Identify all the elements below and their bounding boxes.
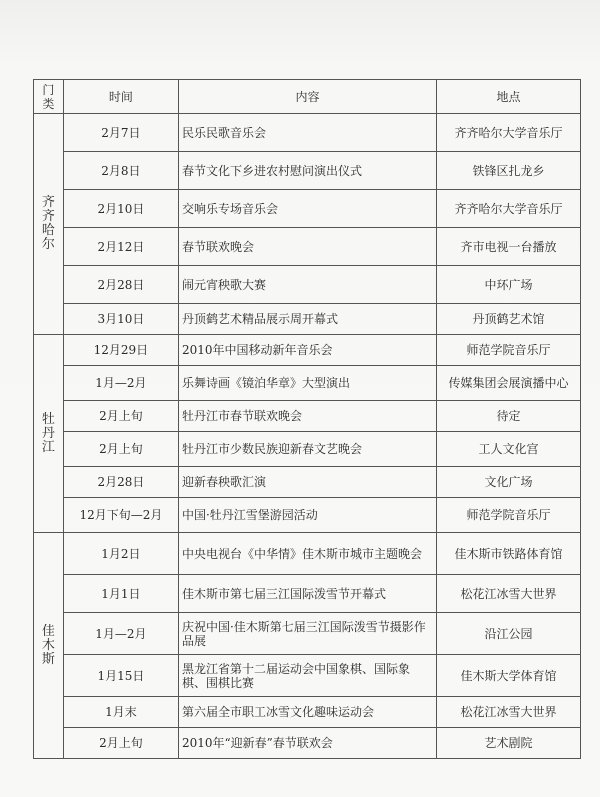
cell-place: 铁锋区扎龙乡 [437, 152, 581, 190]
table-row [34, 304, 581, 335]
cell-time: 1月末 [63, 697, 178, 728]
cell-place: 齐市电视一台播放 [437, 228, 581, 266]
cell-time: 2月12日 [63, 228, 178, 266]
cell-content: 2010年中国移动新年音乐会 [178, 335, 436, 366]
cell-place: 艺术剧院 [437, 728, 581, 759]
cell-time: 2月7日 [63, 114, 178, 152]
category-char: 江 [41, 439, 55, 455]
cell-time: 1月15日 [63, 655, 178, 697]
category-char: 齐 [41, 195, 55, 210]
cell-content: 庆祝中国·佳木斯第七届三江国际泼雪节摄影作品展 [178, 613, 436, 655]
cell-time: 2月上旬 [63, 432, 178, 467]
cell-content: 牡丹江市少数民族迎新春文艺晚会 [178, 432, 436, 467]
cell-content: 春节联欢晚会 [178, 228, 436, 266]
category-char: 哈 [41, 223, 55, 238]
header-content: 内容 [178, 80, 436, 114]
category-char: 佳 [41, 623, 55, 639]
table-row [34, 335, 581, 366]
cell-place: 文化广场 [437, 467, 581, 498]
cell-place: 松花江冰雪大世界 [437, 575, 581, 613]
category-char: 丹 [41, 425, 55, 441]
cell-time: 2月28日 [63, 266, 178, 304]
table-row [34, 114, 581, 152]
table-row [34, 728, 581, 759]
cell-place: 齐齐哈尔大学音乐厅 [437, 114, 581, 152]
table-row [34, 266, 581, 304]
cell-place: 师范学院音乐厅 [437, 498, 581, 533]
header-place: 地点 [437, 80, 581, 114]
cell-time: 2月28日 [63, 467, 178, 498]
cell-content: 牡丹江市春节联欢晚会 [178, 401, 436, 432]
event-schedule-table [33, 79, 581, 759]
cell-content: 中央电视台《中华情》佳木斯市城市主题晚会 [178, 533, 436, 575]
cell-time: 12月29日 [63, 335, 178, 366]
cell-time: 12月下旬—2月 [63, 498, 178, 533]
category-char: 牡 [41, 411, 55, 427]
table-row [34, 533, 581, 575]
table-row [34, 575, 581, 613]
cell-time: 1月2日 [63, 533, 178, 575]
category-char: 尔 [41, 237, 55, 252]
cell-place: 沿江公园 [437, 613, 581, 655]
cell-content: 乐舞诗画《镜泊华章》大型演出 [178, 366, 436, 401]
table-row [34, 467, 581, 498]
cell-content: 黑龙江省第十二届运动会中国象棋、国际象棋、围棋比赛 [178, 655, 436, 697]
cell-time: 2月10日 [63, 190, 178, 228]
table-row [34, 228, 581, 266]
cell-place: 待定 [437, 401, 581, 432]
cell-place: 工人文化宫 [437, 432, 581, 467]
cell-time: 1月1日 [63, 575, 178, 613]
cell-content: 闹元宵秧歌大赛 [178, 266, 436, 304]
cell-content: 2010年“迎新春”春节联欢会 [178, 728, 436, 759]
cell-place: 齐齐哈尔大学音乐厅 [437, 190, 581, 228]
cell-content: 丹顶鹤艺术精品展示周开幕式 [178, 304, 436, 335]
table-row [34, 697, 581, 728]
category-char: 齐 [41, 209, 55, 224]
table-row [34, 432, 581, 467]
cell-time: 1月—2月 [63, 366, 178, 401]
cell-place: 佳木斯市铁路体育馆 [437, 533, 581, 575]
table-row [34, 655, 581, 697]
cell-time: 1月—2月 [63, 613, 178, 655]
cell-place: 松花江冰雪大世界 [437, 697, 581, 728]
cell-place: 传媒集团会展演播中心 [437, 366, 581, 401]
category-jiamusi [34, 533, 64, 759]
table-row [34, 152, 581, 190]
cell-place: 丹顶鹤艺术馆 [437, 304, 581, 335]
table-header-row [34, 80, 581, 114]
table-row [34, 190, 581, 228]
cell-time: 2月上旬 [63, 728, 178, 759]
cell-place: 师范学院音乐厅 [437, 335, 581, 366]
cell-content: 迎新春秧歌汇演 [178, 467, 436, 498]
cell-time: 2月8日 [63, 152, 178, 190]
cell-content: 交响乐专场音乐会 [178, 190, 436, 228]
cell-place: 中环广场 [437, 266, 581, 304]
category-qiqihar [34, 114, 64, 335]
header-category: 门类 [34, 80, 64, 114]
cell-content: 佳木斯市第七届三江国际泼雪节开幕式 [178, 575, 436, 613]
cell-time: 3月10日 [63, 304, 178, 335]
table-row [34, 613, 581, 655]
cell-content: 中国·牡丹江雪堡游园活动 [178, 498, 436, 533]
cell-time: 2月上旬 [63, 401, 178, 432]
table-row [34, 498, 581, 533]
category-mudanjiang [34, 335, 64, 533]
table-row [34, 401, 581, 432]
cell-place: 佳木斯大学体育馆 [437, 655, 581, 697]
table-row [34, 366, 581, 401]
cell-content: 春节文化下乡进农村慰问演出仪式 [178, 152, 436, 190]
cell-content: 第六届全市职工冰雪文化趣味运动会 [178, 697, 436, 728]
cell-content: 民乐民歌音乐会 [178, 114, 436, 152]
header-time: 时间 [63, 80, 178, 114]
category-char: 斯 [41, 651, 55, 667]
category-char: 木 [41, 637, 55, 653]
